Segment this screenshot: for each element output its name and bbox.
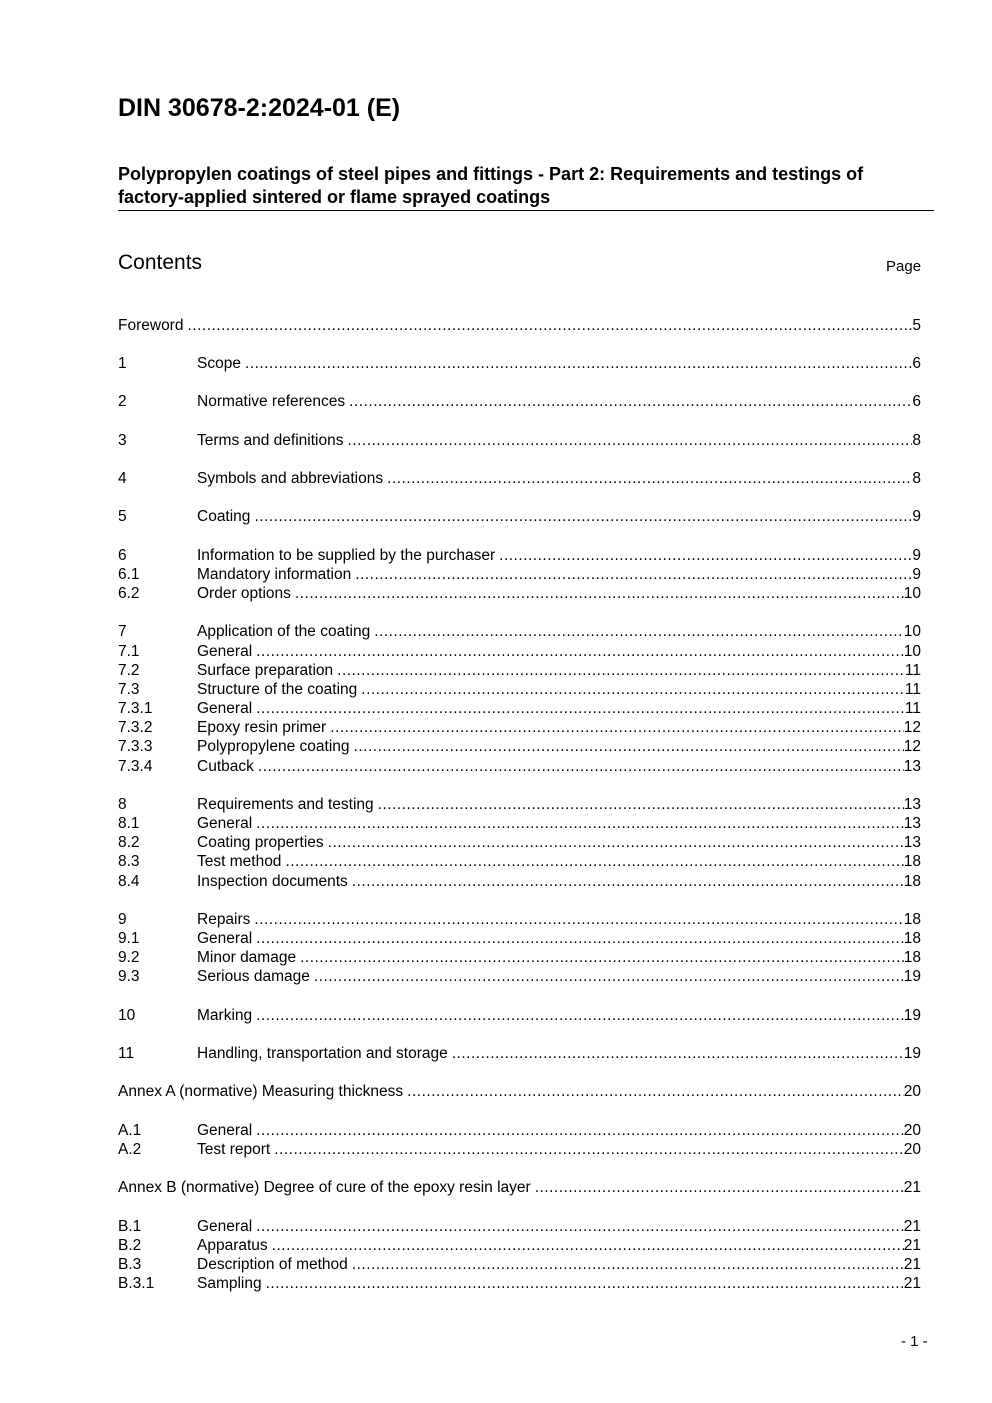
toc-entry[interactable] bbox=[118, 795, 921, 814]
toc-dot-leader bbox=[337, 661, 905, 680]
toc-entry[interactable] bbox=[118, 661, 921, 680]
toc-dot-leader bbox=[256, 1006, 904, 1025]
toc-dot-leader bbox=[300, 948, 904, 967]
toc-entry-number: 8.2 bbox=[118, 834, 140, 851]
document-id: DIN 30678-2:2024-01 (E) bbox=[118, 94, 401, 122]
toc-dot-leader bbox=[354, 737, 904, 756]
toc-dot-leader bbox=[355, 565, 912, 584]
toc-entry-number: 9.3 bbox=[118, 968, 140, 985]
toc-entry-page: 9 bbox=[912, 508, 921, 525]
toc-dot-leader bbox=[256, 1121, 904, 1140]
toc-entry-title: General bbox=[197, 643, 253, 660]
toc-entry-number: 6.2 bbox=[118, 585, 140, 602]
toc-entry-number: 1 bbox=[118, 355, 127, 372]
toc-dot-leader bbox=[330, 718, 904, 737]
toc-dot-leader bbox=[499, 546, 912, 565]
toc-entry-title: General bbox=[197, 930, 253, 947]
toc-dot-leader bbox=[328, 833, 904, 852]
toc-dot-leader bbox=[274, 1140, 904, 1159]
toc-dot-leader bbox=[361, 680, 905, 699]
toc-entry-number: 8.1 bbox=[118, 815, 140, 832]
toc-entry[interactable] bbox=[118, 872, 921, 891]
toc-dot-leader bbox=[256, 1217, 904, 1236]
toc-entry[interactable] bbox=[118, 565, 921, 584]
toc-dot-leader bbox=[352, 1255, 904, 1274]
toc-entry-page: 18 bbox=[903, 911, 921, 928]
toc-entry-title: Coating bbox=[197, 508, 251, 525]
toc-entry-title: Cutback bbox=[197, 758, 254, 775]
toc-entry[interactable] bbox=[118, 1044, 921, 1063]
toc-entry-title: Normative references bbox=[197, 393, 346, 410]
toc-entry-number: 7.3 bbox=[118, 681, 140, 698]
toc-entry-page: 11 bbox=[904, 662, 921, 679]
toc-entry-number: 9.2 bbox=[118, 949, 140, 966]
toc-dot-leader bbox=[256, 642, 904, 661]
toc-entry-page: 9 bbox=[912, 566, 921, 583]
toc-dot-leader bbox=[374, 622, 904, 641]
toc-entry-number: A.1 bbox=[118, 1122, 142, 1139]
toc-entry-page: 12 bbox=[903, 719, 921, 736]
toc-entry-number: 9.1 bbox=[118, 930, 140, 947]
toc-entry[interactable] bbox=[118, 546, 921, 565]
toc-dot-leader bbox=[187, 316, 912, 335]
toc-entry[interactable] bbox=[118, 642, 921, 661]
page-column-heading: Page bbox=[886, 258, 922, 275]
toc-entry-page: 21 bbox=[903, 1179, 921, 1196]
toc-dot-leader bbox=[387, 469, 912, 488]
toc-entry-title: Application of the coating bbox=[197, 623, 371, 640]
toc-entry-page: 12 bbox=[903, 738, 921, 755]
toc-entry[interactable] bbox=[118, 316, 921, 335]
toc-entry[interactable] bbox=[118, 354, 921, 373]
toc-dot-leader bbox=[266, 1274, 904, 1293]
toc-dot-leader bbox=[295, 584, 904, 603]
toc-entry-page: 6 bbox=[912, 355, 921, 372]
toc-entry-title: Foreword bbox=[118, 317, 184, 334]
toc-entry-title: General bbox=[197, 700, 253, 717]
toc-entry[interactable] bbox=[118, 431, 921, 450]
toc-dot-leader bbox=[285, 852, 903, 871]
toc-dot-leader bbox=[256, 699, 905, 718]
toc-entry-number: 7.3.4 bbox=[118, 758, 153, 775]
toc-entry-title: General bbox=[197, 815, 253, 832]
toc-dot-leader bbox=[256, 929, 904, 948]
toc-entry-number: 7.3.1 bbox=[118, 700, 153, 717]
toc-entry-number: 8.3 bbox=[118, 853, 140, 870]
toc-entry-title: Minor damage bbox=[197, 949, 297, 966]
toc-dot-leader bbox=[258, 757, 904, 776]
toc-entry-title: Sampling bbox=[197, 1275, 262, 1292]
toc-entry-number: A.2 bbox=[118, 1141, 142, 1158]
toc-entry[interactable] bbox=[118, 584, 921, 603]
toc-entry-title: Annex B (normative) Degree of cure of the epoxy resin layer bbox=[118, 1179, 531, 1196]
toc-entry-title: Serious damage bbox=[197, 968, 310, 985]
toc-entry[interactable] bbox=[118, 1121, 921, 1140]
toc-entry-title: Inspection documents bbox=[197, 873, 348, 890]
toc-entry-number: B.1 bbox=[118, 1218, 142, 1235]
toc-entry-number: B.3.1 bbox=[118, 1275, 155, 1292]
toc-dot-leader bbox=[245, 354, 912, 373]
toc-entry-title: Annex A (normative) Measuring thickness bbox=[118, 1083, 404, 1100]
toc-entry-page: 18 bbox=[903, 853, 921, 870]
toc-entry-number: 7.1 bbox=[118, 643, 140, 660]
toc-entry-number: 7.2 bbox=[118, 662, 140, 679]
toc-entry-number: 7 bbox=[118, 623, 127, 640]
toc-entry-number: 8 bbox=[118, 796, 127, 813]
toc-entry-page: 6 bbox=[912, 393, 921, 410]
toc-entry-title: Apparatus bbox=[197, 1237, 268, 1254]
toc-entry[interactable] bbox=[118, 1006, 921, 1025]
toc-dot-leader bbox=[535, 1178, 904, 1197]
toc-entry[interactable] bbox=[118, 680, 921, 699]
toc-entry-title: Order options bbox=[197, 585, 291, 602]
toc-entry-page: 21 bbox=[903, 1256, 921, 1273]
toc-entry[interactable] bbox=[118, 852, 921, 871]
toc-entry-title: Structure of the coating bbox=[197, 681, 358, 698]
toc-entry-page: 13 bbox=[903, 815, 921, 832]
toc-entry-page: 8 bbox=[912, 432, 921, 449]
toc-dot-leader bbox=[272, 1236, 904, 1255]
toc-entry-title: Information to be supplied by the purchaser bbox=[197, 547, 496, 564]
toc-entry-page: 18 bbox=[903, 873, 921, 890]
toc-entry-title: Coating properties bbox=[197, 834, 324, 851]
toc-dot-leader bbox=[352, 872, 904, 891]
toc-entry-page: 20 bbox=[903, 1083, 921, 1100]
toc-entry-number: 10 bbox=[118, 1007, 136, 1024]
toc-entry-title: General bbox=[197, 1122, 253, 1139]
toc-entry-page: 21 bbox=[903, 1237, 921, 1254]
toc-entry[interactable] bbox=[118, 929, 921, 948]
toc-entry[interactable] bbox=[118, 1236, 921, 1255]
toc-entry[interactable] bbox=[118, 1255, 921, 1274]
toc-entry-number: 9 bbox=[118, 911, 127, 928]
toc-entry-title: Surface preparation bbox=[197, 662, 334, 679]
toc-entry-page: 10 bbox=[903, 643, 921, 660]
toc-entry-page: 9 bbox=[912, 547, 921, 564]
toc-entry[interactable] bbox=[118, 1178, 921, 1197]
toc-entry[interactable] bbox=[118, 699, 921, 718]
toc-dot-leader bbox=[407, 1082, 904, 1101]
toc-entry[interactable] bbox=[118, 910, 921, 929]
toc-entry[interactable] bbox=[118, 1217, 921, 1236]
toc-entry-page: 10 bbox=[903, 623, 921, 640]
toc-entry-title: Scope bbox=[197, 355, 241, 372]
toc-entry-number: 11 bbox=[118, 1045, 135, 1062]
toc-entry[interactable] bbox=[118, 757, 921, 776]
contents-heading: Contents bbox=[118, 251, 203, 274]
toc-entry-page: 19 bbox=[903, 968, 921, 985]
toc-entry[interactable] bbox=[118, 1082, 921, 1101]
toc-entry-page: 19 bbox=[903, 1045, 921, 1062]
toc-dot-leader bbox=[256, 814, 904, 833]
toc-entry-number: 5 bbox=[118, 508, 127, 525]
toc-entry-page: 13 bbox=[903, 758, 921, 775]
toc-dot-leader bbox=[378, 795, 904, 814]
toc-entry-number: 8.4 bbox=[118, 873, 140, 890]
toc-entry-page: 19 bbox=[903, 1007, 921, 1024]
toc-entry[interactable] bbox=[118, 1274, 921, 1293]
toc-entry-title: Terms and definitions bbox=[197, 432, 344, 449]
toc-entry-title: Description of method bbox=[197, 1256, 348, 1273]
toc-entry-page: 20 bbox=[903, 1122, 921, 1139]
toc-entry-page: 11 bbox=[904, 681, 921, 698]
toc-entry-page: 18 bbox=[903, 949, 921, 966]
toc-entry-page: 13 bbox=[903, 796, 921, 813]
toc-entry[interactable] bbox=[118, 1140, 921, 1159]
toc-entry-page: 11 bbox=[904, 700, 921, 717]
toc-entry[interactable] bbox=[118, 948, 921, 967]
toc-entry-title: Marking bbox=[197, 1007, 253, 1024]
toc-entry-number: 2 bbox=[118, 393, 127, 410]
title-divider bbox=[118, 210, 934, 211]
toc-entry[interactable] bbox=[118, 967, 921, 986]
toc-entry[interactable] bbox=[118, 833, 921, 852]
toc-entry-page: 8 bbox=[912, 470, 921, 487]
toc-dot-leader bbox=[254, 507, 912, 526]
toc-dot-leader bbox=[254, 910, 903, 929]
toc-dot-leader bbox=[452, 1044, 904, 1063]
toc-entry-page: 21 bbox=[903, 1275, 921, 1292]
toc-entry[interactable] bbox=[118, 392, 921, 411]
toc-entry-page: 5 bbox=[912, 317, 921, 334]
toc-dot-leader bbox=[347, 431, 912, 450]
toc-entry-title: Test report bbox=[197, 1141, 271, 1158]
toc-entry-number: 6.1 bbox=[118, 566, 140, 583]
toc-entry[interactable] bbox=[118, 814, 921, 833]
toc-entry-page: 21 bbox=[903, 1218, 921, 1235]
toc-entry-number: 3 bbox=[118, 432, 127, 449]
toc-entry-title: Repairs bbox=[197, 911, 251, 928]
document-title: Polypropylen coatings of steel pipes and fittings - Part 2: Requirements and testings of factory-applied sintered or flame sprayed coatings bbox=[118, 164, 864, 207]
toc-entry-page: 18 bbox=[903, 930, 921, 947]
footer-page-number: - 1 - bbox=[901, 1333, 928, 1350]
toc-entry-title: Symbols and abbreviations bbox=[197, 470, 384, 487]
toc-dot-leader bbox=[349, 392, 912, 411]
toc-entry-title: General bbox=[197, 1218, 253, 1235]
toc-entry[interactable] bbox=[118, 507, 921, 526]
toc-entry-page: 20 bbox=[903, 1141, 921, 1158]
toc-entry-title: Mandatory information bbox=[197, 566, 352, 583]
toc-entry-title: Epoxy resin primer bbox=[197, 719, 327, 736]
toc-dot-leader bbox=[314, 967, 904, 986]
toc-entry-page: 10 bbox=[903, 585, 921, 602]
toc-entry[interactable] bbox=[118, 622, 921, 641]
toc-entry[interactable] bbox=[118, 718, 921, 737]
toc-entry-title: Requirements and testing bbox=[197, 796, 374, 813]
toc-entry-number: B.3 bbox=[118, 1256, 142, 1273]
toc-entry-title: Polypropylene coating bbox=[197, 738, 350, 755]
toc-entry-number: B.2 bbox=[118, 1237, 142, 1254]
toc-entry-title: Handling, transportation and storage bbox=[197, 1045, 448, 1062]
toc-entry-page: 13 bbox=[903, 834, 921, 851]
toc-entry[interactable] bbox=[118, 469, 921, 488]
toc-entry-number: 6 bbox=[118, 547, 127, 564]
toc-entry[interactable] bbox=[118, 737, 921, 756]
toc-entry-title: Test method bbox=[197, 853, 282, 870]
toc-entry-number: 4 bbox=[118, 470, 127, 487]
toc-entry-number: 7.3.3 bbox=[118, 738, 153, 755]
toc-entry-number: 7.3.2 bbox=[118, 719, 153, 736]
